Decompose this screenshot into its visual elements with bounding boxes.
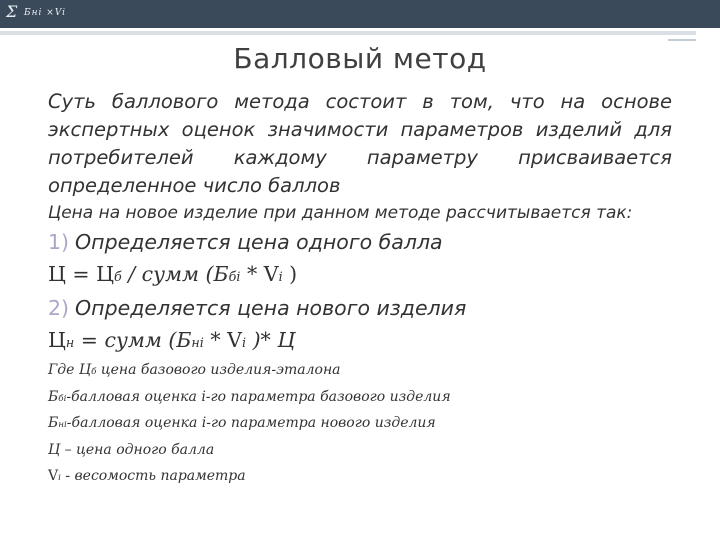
- accent-line: [0, 31, 696, 35]
- legend-line-weight: Vi - весомость параметра: [48, 468, 246, 484]
- step-2-number: 2): [48, 296, 70, 320]
- legend-line-base-price: Где Цб цена базового изделия-эталона: [48, 362, 341, 378]
- step-1: [48, 226, 672, 259]
- formula-point-price: Ц = Цб / сумм (Ббi * Vi ): [48, 262, 298, 286]
- step-2: [48, 292, 672, 325]
- pricing-paragraph: Цена на новое изделие при данном методе рассчитывается так:: [48, 203, 633, 223]
- slide-title: Балловый метод: [233, 42, 487, 75]
- step-1-text: Определяется цена одного балла: [75, 230, 443, 254]
- step-2-text: Определяется цена нового изделия: [75, 296, 467, 320]
- slide-body: [48, 88, 672, 491]
- legend-line-base-score: Ббi-балловая оценка i-го параметра базового изделия: [48, 388, 451, 405]
- step-1-number: 1): [48, 230, 70, 254]
- intro-paragraph: Суть баллового метода состоит в том, что на основе экспертных оценок значимости параметров изделий для потребителей каждому параметру присваивается определенное число баллов: [48, 90, 672, 197]
- corner-formula-text: Бнi ×Vi: [24, 8, 67, 18]
- slide-top-bar: [0, 0, 720, 28]
- legend-line-point-price: Ц – цена одного балла: [48, 441, 215, 458]
- accent-line-short: [668, 39, 696, 41]
- sigma-icon: Σ: [6, 2, 18, 21]
- formula-new-price: Цн = сумм (Бнi * Vi )* Ц: [48, 328, 296, 352]
- corner-formula-logo: [2, 2, 72, 24]
- legend-line-new-score: Бнi-балловая оценка i-го параметра нового изделия: [48, 415, 436, 431]
